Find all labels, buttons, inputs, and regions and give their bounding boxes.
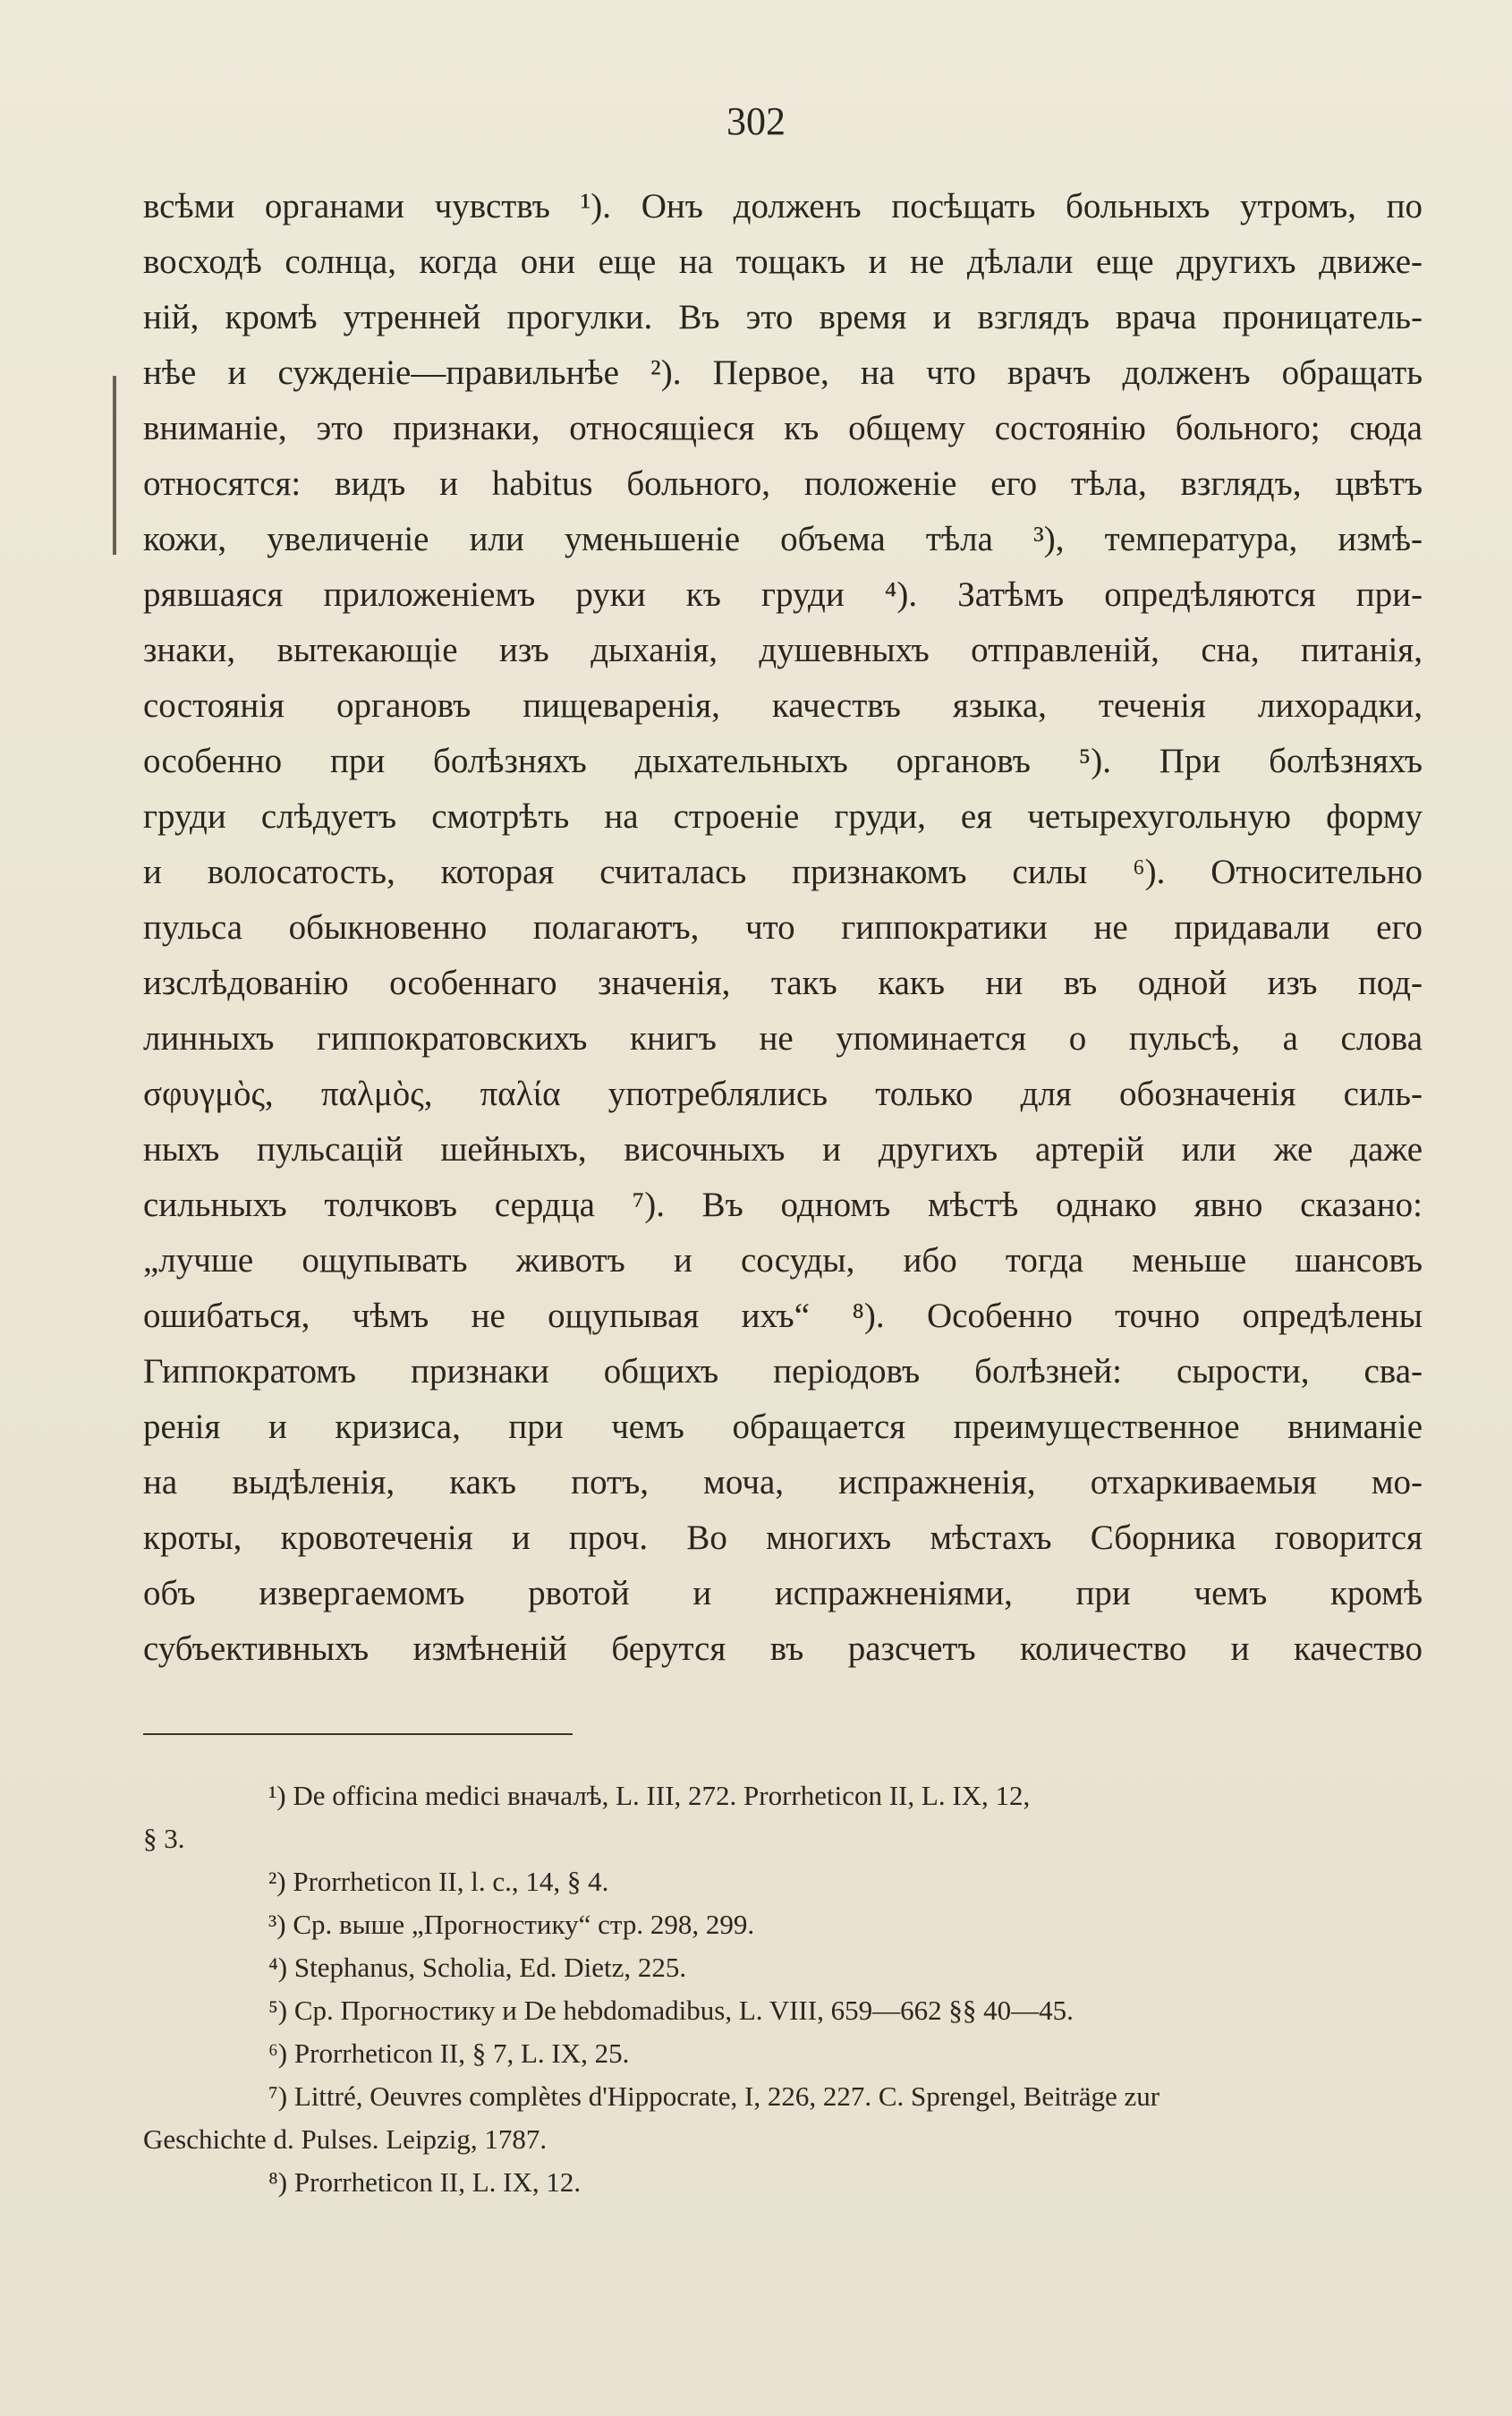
text-line: восходѣ солнца, когда они еще на тощакъ и не дѣлали еще другихъ движе- — [143, 242, 1423, 281]
text-line: на выдѣленія, какъ потъ, моча, испражненія, отхаркиваемыя мо- — [143, 1463, 1423, 1501]
text-line: груди слѣдуетъ смотрѣть на строеніе груди, ея четырехугольную форму — [143, 797, 1423, 836]
main-text — [143, 179, 1423, 1677]
text-line: кожи, увеличеніе или уменьшеніе объема тѣла ³), температура, измѣ- — [143, 520, 1423, 558]
text-line: кроты, кровотеченія и проч. Во многихъ мѣстахъ Сборника говорится — [143, 1519, 1423, 1557]
text-line: состоянія органовъ пищеваренія, качествъ языка, теченія лихорадки, — [143, 686, 1423, 725]
text-line: ныхъ пульсацій шейныхъ, височныхъ и другихъ артерій или же даже — [143, 1130, 1423, 1169]
footnote: ⁴) Stephanus, Scholia, Ed. Dietz, 225. — [268, 1952, 687, 1983]
text-line: σφυγμὸς, παλμὸς, παλία употреблялись только для обозначенія силь- — [143, 1075, 1423, 1113]
footnote: ²) Prorrheticon II, l. c., 14, § 4. — [268, 1866, 609, 1897]
text-line: линныхъ гиппократовскихъ книгъ не упоминается о пульсѣ, а слова — [143, 1019, 1423, 1058]
footnote-rule — [143, 1733, 573, 1735]
footnote-continuation: § 3. — [143, 1823, 185, 1854]
text-line: ній, кромѣ утренней прогулки. Въ это время и взглядъ врача проницатель- — [143, 298, 1423, 336]
page-number: 302 — [726, 99, 786, 143]
footnote: ⁵) Ср. Прогностику и De hebdomadibus, L. VIII, 659—662 §§ 40—45. — [268, 1995, 1074, 2026]
text-line: Гиппократомъ признаки общихъ періодовъ болѣзней: сырости, сва- — [143, 1352, 1423, 1391]
margin-mark — [113, 376, 116, 555]
footnote-continuation: Geschichte d. Pulses. Leipzig, 1787. — [143, 2123, 548, 2155]
text-line: „лучше ощупывать животъ и сосуды, ибо тогда меньше шансовъ — [143, 1241, 1423, 1280]
text-line: объ извергаемомъ рвотой и испражненіями, при чемъ кромѣ — [143, 1574, 1423, 1612]
footnote: ⁶) Prorrheticon II, § 7, L. IX, 25. — [268, 2037, 630, 2069]
footnote: ³) Ср. выше „Прогностику“ стр. 298, 299. — [268, 1909, 755, 1940]
footnotes — [143, 1776, 1423, 2206]
text-line: всѣми органами чувствъ ¹). Онъ долженъ посѣщать больныхъ утромъ, по — [143, 187, 1423, 225]
text-line: и волосатость, которая считалась признакомъ силы ⁶). Относительно — [143, 853, 1423, 891]
text-line: вниманіе, это признаки, относящіеся къ общему состоянію больного; сюда — [143, 409, 1423, 447]
text-line: субъективныхъ измѣненій берутся въ разсчетъ количество и качество — [143, 1629, 1423, 1668]
footnote: ¹) De officina medici вначалѣ, L. III, 272. Prorrheticon II, L. IX, 12, — [268, 1780, 1031, 1811]
text-line: пульса обыкновенно полагаютъ, что гиппократики не придавали его — [143, 908, 1423, 947]
text-line: относятся: видъ и habitus больного, положеніе его тѣла, взглядъ, цвѣтъ — [143, 464, 1423, 503]
footnote: ⁷) Littré, Oeuvres complètes d'Hippocrate, I, 226, 227. C. Sprengel, Beiträge zur — [268, 2080, 1160, 2112]
text-line: сильныхъ толчковъ сердца ⁷). Въ одномъ мѣстѣ однако явно сказано: — [143, 1186, 1423, 1224]
text-line: рявшаяся приложеніемъ руки къ груди ⁴). Затѣмъ опредѣляются при- — [143, 575, 1423, 614]
text-line: изслѣдованію особеннаго значенія, такъ какъ ни въ одной изъ под- — [143, 964, 1423, 1002]
text-line: знаки, вытекающіе изъ дыханія, душевныхъ отправленій, сна, питанія, — [143, 631, 1423, 669]
footnote: ⁸) Prorrheticon II, L. IX, 12. — [268, 2166, 582, 2198]
text-line: особенно при болѣзняхъ дыхательныхъ органовъ ⁵). При болѣзняхъ — [143, 742, 1423, 780]
text-line: ошибаться, чѣмъ не ощупывая ихъ“ ⁸). Особенно точно опредѣлены — [143, 1297, 1423, 1335]
text-line: нѣе и сужденіе—правильнѣе ²). Первое, на что врачъ долженъ обращать — [143, 353, 1423, 392]
text-line: ренія и кризиса, при чемъ обращается преимущественное вниманіе — [143, 1408, 1423, 1446]
